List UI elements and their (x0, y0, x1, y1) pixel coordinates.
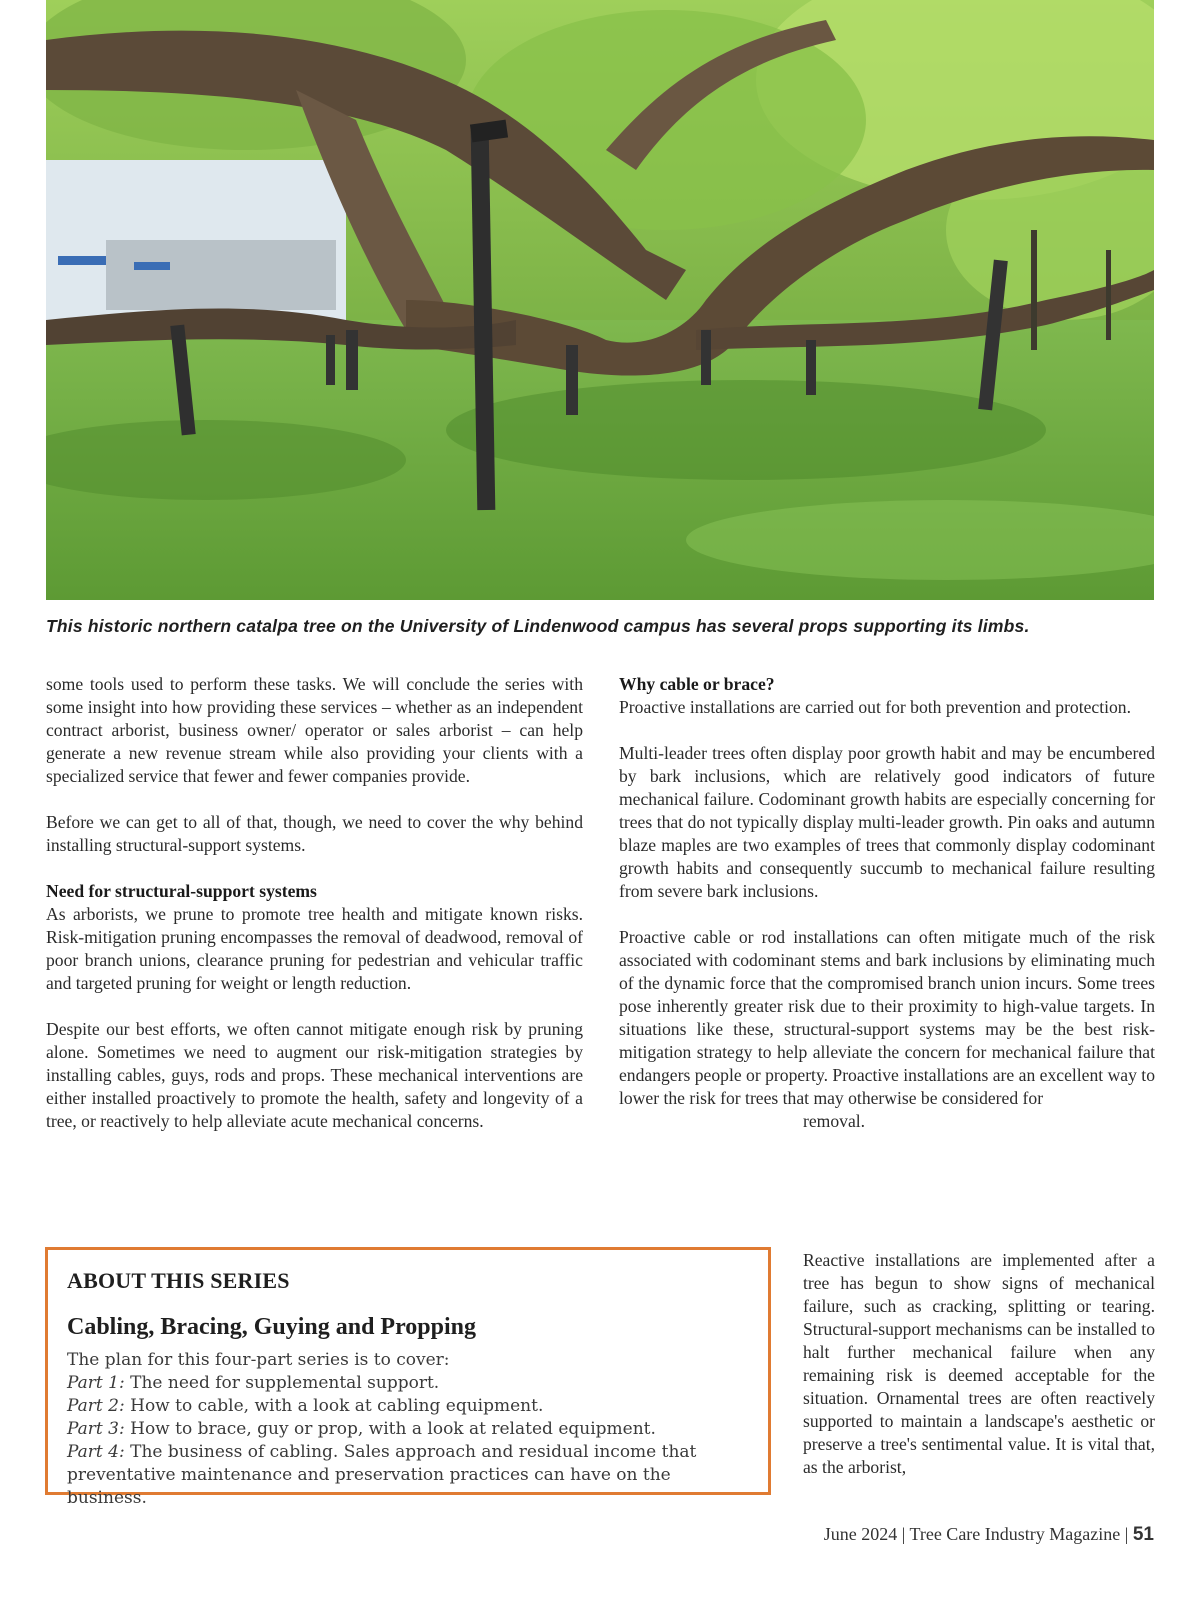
photo-illustration (46, 0, 1154, 600)
part-text: The need for supplemental support. (130, 1373, 440, 1393)
structural-support-section (46, 880, 583, 995)
series-part-2 (67, 1395, 749, 1418)
series-part-1 (67, 1372, 749, 1395)
right-paragraph-2: Multi-leader trees often display poor growth habit and may be encumbered by bark inclusions, which are relatively good indicators of future mechanical failure. Codominant growth habits are especially concerning for trees that do not typically display multi-leader growth. Pin oaks and autumn blaze maples are two examples of trees that commonly display codominant growth habits and consequently succumb to mechanical failure resulting from severe bark inclusions. (619, 743, 1155, 901)
photo-caption: This historic northern catalpa tree on the University of Lindenwood campus has several props supporting its limbs. (46, 616, 1030, 636)
part-label: Part 1: (67, 1373, 125, 1393)
section-heading-why-cable: Why cable or brace? (619, 674, 775, 694)
part-label: Part 4: (67, 1442, 125, 1462)
part-label: Part 3: (67, 1419, 125, 1439)
series-part-4 (67, 1441, 749, 1510)
series-title: Cabling, Bracing, Guying and Propping (67, 1314, 477, 1340)
series-kicker: ABOUT THIS SERIES (67, 1268, 290, 1293)
section-heading-need: Need for structural-support systems (46, 881, 317, 901)
series-part-3 (67, 1418, 749, 1441)
part-text: How to cable, with a look at cabling equipment. (130, 1396, 544, 1416)
left-text-column (46, 673, 583, 1133)
left-paragraph-1: some tools used to perform these tasks. We will conclude the series with some insight into how providing these services – whether as an independent contract arborist, business owner/ operator or sales arborist – can help generate a new revenue stream while also providing your clients with a specialized service that fewer and fewer companies provide. (46, 674, 583, 786)
page-number: 51 (1132, 1524, 1154, 1545)
right-narrow-column (803, 1249, 1155, 1479)
footer-issue: June 2024 | Tree Care Industry Magazine | (823, 1524, 1129, 1544)
right-paragraph-4: Reactive installations are implemented after a tree has begun to show signs of mechanical failure, such as cracking, splitting or tearing. Structural-support mechanisms can be installed to halt further mechanical failure when any remaining risk is deemed acceptable for the situation. Ornamental trees are often reactively supported to maintain a landscape's aesthetic or preserve a tree's sentimental value. It is vital that, as the arborist, (803, 1250, 1155, 1477)
why-cable-section (619, 673, 1155, 719)
right-text-column (619, 673, 1155, 1133)
about-series-box (45, 1247, 771, 1508)
left-paragraph-3: As arborists, we prune to promote tree health and mitigate known risks. Risk-mitigation pruning encompasses the removal of deadwood, removal of poor branch unions, clearance pruning for pedestrian and vehicular traffic and targeted pruning for weight or length reduction. (46, 904, 583, 993)
series-intro: The plan for this four-part series is to cover: (67, 1350, 450, 1370)
right-paragraph-3-end: removal. (803, 1111, 866, 1131)
left-paragraph-4: Despite our best efforts, we often cannot mitigate enough risk by pruning alone. Sometimes we need to augment our risk-mitigation strategies by installing cables, guys, rods and props. These mechanical interventions are either installed proactively to promote the health, safety and longevity of a tree, or reactively to help alleviate acute mechanical concerns. (46, 1019, 583, 1131)
part-text: The business of cabling. Sales approach and residual income that preventative maintenance and preservation practices can have on the business. (67, 1442, 697, 1508)
part-label: Part 2: (67, 1396, 125, 1416)
catalpa-tree-photo (46, 0, 1154, 600)
left-paragraph-2: Before we can get to all of that, though, we need to cover the why behind installing structural-support systems. (46, 812, 583, 855)
part-text: How to brace, guy or prop, with a look at related equipment. (130, 1419, 656, 1439)
page-footer (824, 1524, 1154, 1546)
right-paragraph-3: Proactive cable or rod installations can often mitigate much of the risk associated with codominant stems and bark inclusions by eliminating much of the dynamic force that the compromised branch union incurs. Some trees pose inherently greater risk due to their proximity to high-value targets. In situations like these, structural-support systems may be the best risk-mitigation strategy to help alleviate the concern for mechanical failure that endangers people or property. Proactive installations are an excellent way to lower the risk for trees that may otherwise be considered for (619, 927, 1155, 1108)
right-paragraph-1: Proactive installations are carried out for both prevention and protection. (619, 697, 1132, 717)
